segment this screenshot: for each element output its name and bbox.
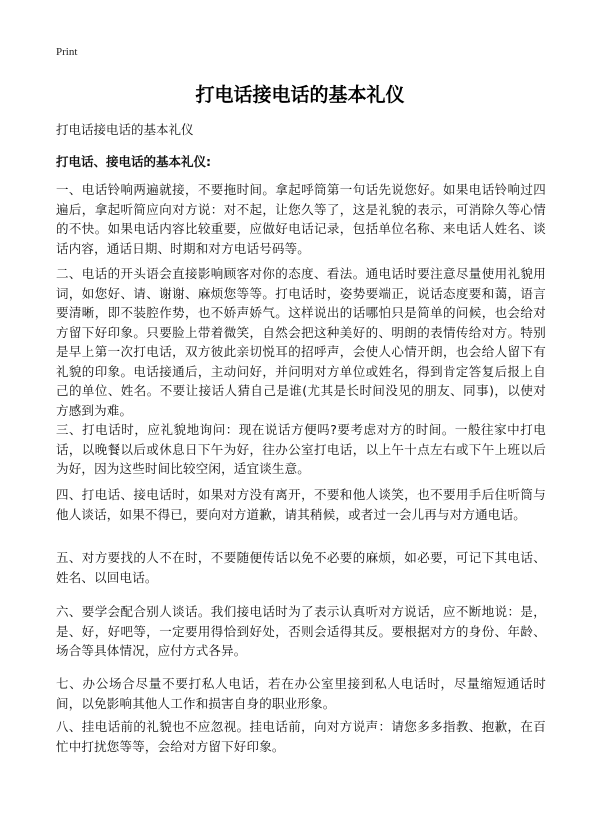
paragraph-7: 七、办公场合尽量不要打私人电话，若在办公室里接到私人电话时，尽量缩短通话时间，以免影响其他人工作和损害自身的职业形象。	[56, 676, 546, 711]
paragraph-5: 五、对方要找的人不在时，不要随便传话以免不必要的麻烦，如必要，可记下其电话、姓名、以回电话。	[56, 550, 546, 585]
document-subtitle: 打电话接电话的基本礼仪	[56, 122, 194, 137]
section-heading: 打电话、接电话的基本礼仪:	[56, 154, 211, 169]
paragraph-4: 四、打电话、接电话时，如果对方没有离开，不要和他人谈笑，也不要用手后住听筒与他人谈话，如果不得已，要向对方道歉，请其稍候，或者过一会儿再与对方通电话。	[56, 487, 546, 522]
page-title: 打电话接电话的基本礼仪	[195, 84, 405, 106]
paragraph-6: 六、要学会配合别人谈话。我们接电话时为了表示认真听对方说话，应不断地说：是，是、好，好吧等，一定要用得恰到好处，否则会适得其反。要根据对方的身份、年龄、场合等具体情况，应付方式各异。	[56, 604, 546, 658]
paragraph-1: 一、电话铃响两遍就接，不要拖时间。拿起呼筒第一句话先说您好。如果电话铃响过四遍后，拿起听简应向对方说：对不起，让您久等了，这是礼貌的表示，可消除久等心情的不快。如果电话内容比较重要，应做好电话记录，包括单位名称、来电话人姓名、谈话内容，通话日期、时期和对方电话号码等。	[56, 182, 546, 256]
paragraph-8: 八、挂电话前的礼貌也不应忽视。挂电话前，向对方说声：请您多多指教、抱歉，在百忙中打扰您等等，会给对方留下好印象。	[56, 719, 546, 754]
print-label: Print	[56, 46, 78, 58]
paragraph-3: 三、打电话时，应礼貌地询问：现在说话方便吗?要考虑对方的时间。一般往家中打电话，以晚餐以后或休息日下午为好，往办公室打电话，以上午十点左右或下午上班以后为好，因为这些时间比较空闲，适宜谈生意。	[56, 422, 546, 476]
paragraph-2: 二、电话的开头语会直接影响顾客对你的态度、看法。通电话时要注意尽量使用礼貌用词，如您好、请、谢谢、麻烦您等等。打电话时，姿势要端正，说话态度要和蔼，语言要清晰，即不装腔作势，也不娇声娇气。这样说出的话哪怕只是简单的问候，也会给对方留下好印象。只要脸上带着微笑，自然会把这种美好的、明朗的表情传给对方。特别是早上第一次打电话，双方彼此亲切悦耳的招呼声，会使人心情开朗，也会给人留下有礼貌的印象。电话接通后，主动问好，并问明对方单位或姓名，得到肯定答复后报上自己的单位、姓名。不要让接话人猜自己是谁(尤其是长时间没见的朋友、同事)，以使对方感到为难。	[56, 266, 546, 418]
